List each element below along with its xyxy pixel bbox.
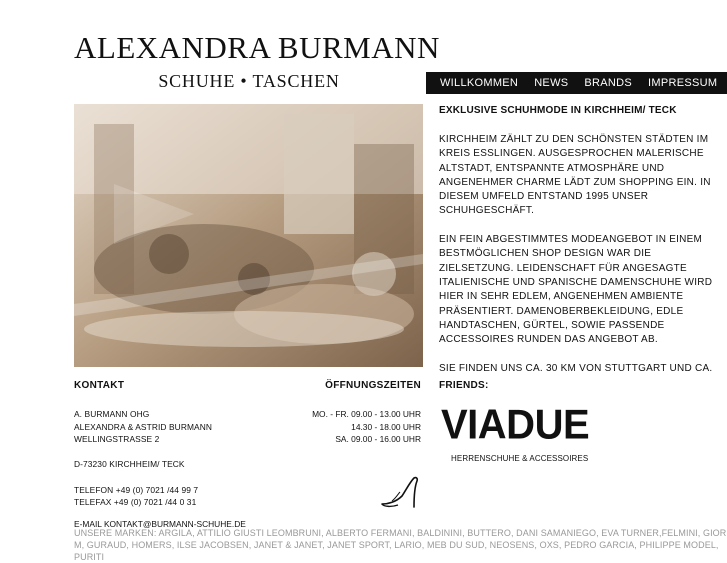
viadue-subtitle: HERRENSCHUHE & ACCESSOIRES — [451, 454, 589, 463]
hours-block — [270, 408, 421, 446]
viadue-logo[interactable]: VIADUE — [441, 401, 590, 449]
store-photo — [74, 104, 423, 367]
contact-email[interactable]: E-MAIL KONTAKT@BURMANN-SCHUHE.DE — [74, 519, 246, 529]
brand-logo[interactable]: ALEXANDRA BURMANN — [74, 30, 440, 65]
nav-item-impressum[interactable]: IMPRESSUM — [648, 77, 718, 89]
intro-title: EXKLUSIVE SCHUHMODE IN KIRCHHEIM/ TECK — [439, 105, 677, 116]
hours-line: 14.30 - 18.00 UHR — [351, 421, 421, 432]
main-nav — [426, 72, 727, 94]
contact-line: D-73230 KIRCHHEIM/ TECK — [74, 459, 185, 470]
contact-line: WELLINGSTRASSE 2 — [74, 434, 160, 445]
contact-line: ALEXANDRA & ASTRID BURMANN — [74, 421, 213, 432]
brands-list: UNSERE MARKEN: ARGILA, ATTILIO GIUSTI LEOMBRUNI, ALBERTO FERMANI, BALDININI, BUTTERO, DANI SAMANIEGO, EVA TURNER,FELMINI, GIOR M, GURAUD, HOMERS, ILSE JACOBSEN, JANET & JANET, JANET SPORT, LARIO, MEB DU SUD, NEOSENS, OXS, PEDRO GARCIA, PHILIPPE MODEL, PURITI — [74, 528, 727, 562]
contact-line — [74, 446, 254, 459]
contact-line — [74, 471, 254, 484]
intro-text — [439, 133, 719, 376]
hours-line: SA. 09.00 - 16.00 UHR — [335, 434, 421, 445]
contact-fax: TELEFAX +49 (0) 7021 /44 0 31 — [74, 497, 197, 508]
friends-title: FRIENDS: — [439, 380, 489, 391]
nav-item-news[interactable]: NEWS — [534, 77, 569, 89]
nav-item-brands[interactable]: BRANDS — [584, 77, 633, 89]
intro-paragraph: KIRCHHEIM ZÄHLT ZU DEN SCHÖNSTEN STÄDTEN IM KREIS ESSLINGEN. AUSGESPROCHEN MALERISCHE ALTSTADT, ENTSPANNTE ATMOSPHÄRE UND ANGENEHMER CHARME LÄDT ZUM SHOPPING EIN. IN DIESEM UMFELD ENTSTAND 1995 UNSER SCHUHGESCHÄFT. — [439, 134, 711, 217]
hours-line: MO. - FR. 09.00 - 13.00 UHR — [312, 409, 421, 419]
nav-item-willkommen[interactable]: WILLKOMMEN — [440, 77, 519, 89]
intro-paragraph: EIN FEIN ABGESTIMMTES MODEANGEBOT IN EINEM BESTMÖGLICHEN SHOP DESIGN WAR DIE ZIELSETZUNG. LEIDENSCHAFT FÜR ANGESAGTE ITALIENISCHE UND SPANISCHE DAMENSCHUHE WIRD HIER IN SEHR EDLEM, ANGENEHMEN AMBIENTE PRÄSENTIERT. DAMENOBERBEKLEIDUNG, EDLE HANDTASCHEN, GÜRTEL, SOWIE PASSENDE ACCESSOIRES RUNDEN DAS ANGEBOT AB. — [439, 234, 713, 346]
contact-line: A. BURMANN OHG — [74, 409, 150, 419]
high-heel-shoe-icon — [378, 474, 422, 515]
brand-tagline: SCHUHE • TASCHEN — [158, 71, 340, 91]
intro-paragraph: SIE FINDEN UNS CA. 30 KM VON STUTTGART UND CA. — [439, 362, 713, 374]
hours-title: ÖFFNUNGSZEITEN — [325, 380, 421, 391]
contact-block — [74, 408, 254, 509]
contact-phone: TELEFON +49 (0) 7021 /44 99 7 — [74, 484, 199, 495]
contact-title: KONTAKT — [74, 380, 125, 391]
